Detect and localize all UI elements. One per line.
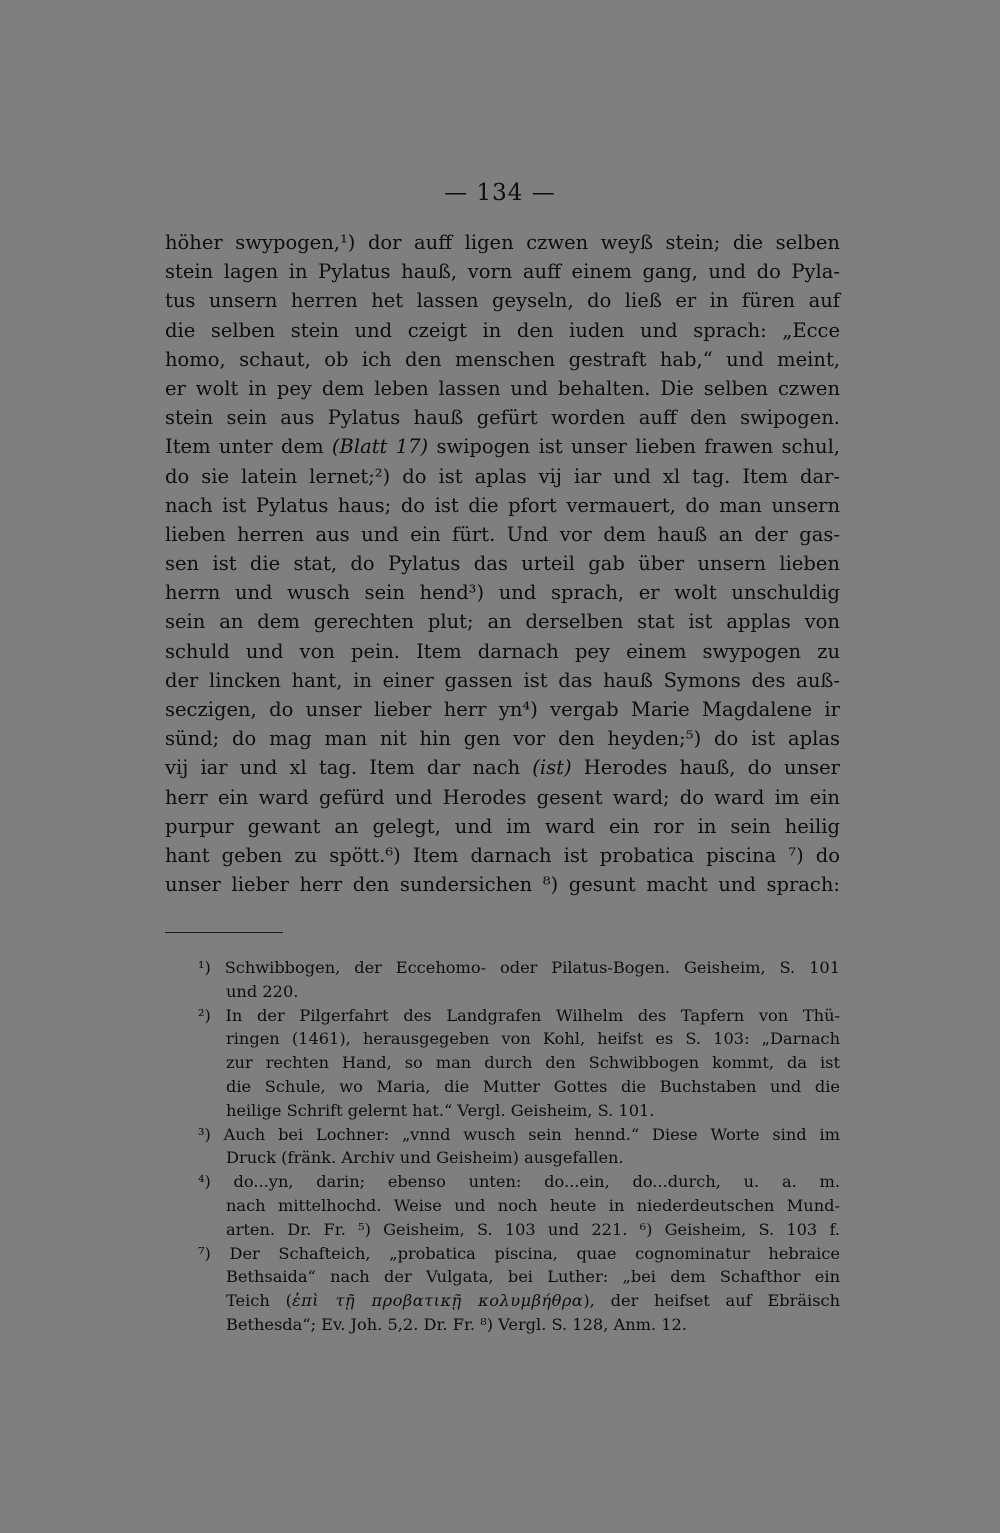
body-line bbox=[165, 637, 840, 666]
body-line-text: nach ist Pylatus haus; do ist die pfort vermauert, do man unsern bbox=[165, 493, 840, 517]
body-line bbox=[165, 549, 840, 578]
body-line bbox=[165, 403, 840, 432]
body-line-text: höher swypogen,¹) dor auff ligen czwen weyß stein; die selben bbox=[165, 231, 840, 254]
body-line-text: hant geben zu spött.⁶) Item darnach ist probatica piscina ⁷) do bbox=[165, 843, 840, 867]
body-line-text: sen ist die stat, do Pylatus das urteil gab über unsern lieben bbox=[165, 552, 840, 576]
footnote-line bbox=[198, 1146, 840, 1170]
body-line-text: Item unter dem bbox=[165, 435, 332, 459]
body-line bbox=[165, 345, 840, 374]
body-line-text: stein sein aus Pylatus hauß gefürt worden auff den swipogen. bbox=[165, 406, 840, 430]
body-line-text: purpur gewant an gelegt, und im ward ein ror in sein heilig bbox=[165, 814, 840, 838]
body-line bbox=[165, 724, 840, 753]
body-line bbox=[165, 432, 840, 461]
footnote-text: ³) Auch bei Lochner: „vnnd wusch sein hennd.“ Diese Worte sind im bbox=[198, 1124, 840, 1144]
footnotes bbox=[198, 956, 840, 1337]
body-line-text: schuld und von pein. Item darnach pey einem swypogen zu bbox=[165, 639, 840, 663]
body-line bbox=[165, 462, 840, 491]
body-line bbox=[165, 578, 840, 607]
footnote-line bbox=[198, 1313, 840, 1337]
body-line bbox=[165, 228, 840, 257]
body-line bbox=[165, 753, 840, 782]
body-line-text: homo, schaut, ob ich den menschen gestraft hab,“ und meint, bbox=[165, 347, 840, 371]
footnote-text: ¹) Schwibbogen, der Eccehomo- oder Pilatus-Bogen. Geisheim, S. 101 bbox=[198, 958, 840, 977]
greek-quotation: ἐπὶ τῇ προβατικῇ κολυμβήθρα bbox=[291, 1291, 584, 1311]
body-line bbox=[165, 841, 840, 870]
footnote-text: ringen (1461), herausgegeben von Kohl, heifst es S. 103: „Darnach bbox=[226, 1029, 840, 1049]
footnote-start bbox=[198, 1242, 840, 1266]
footnote-line bbox=[198, 1099, 840, 1123]
body-line-text: die selben stein und czeigt in den iuden und sprach: „Ecce bbox=[165, 318, 840, 342]
body-line bbox=[165, 783, 840, 812]
footnote-text: Teich ( bbox=[226, 1291, 292, 1311]
footnote-line bbox=[198, 1194, 840, 1218]
footnote-start bbox=[198, 1170, 840, 1194]
body-line-text: herr ein ward gefürd und Herodes gesent ward; do ward im ein bbox=[165, 785, 840, 809]
footnote-line bbox=[198, 1075, 840, 1099]
body-line-text: vij iar und xl tag. Item dar nach bbox=[165, 756, 533, 780]
body-line-text: do sie latein lernet;²) do ist aplas vij iar und xl tag. Item dar- bbox=[165, 464, 840, 488]
footnote-text: Druck (fränk. Archiv und Geisheim) ausgefallen. bbox=[226, 1148, 624, 1168]
footnote-text: und 220. bbox=[226, 981, 299, 1001]
body-line-text: seczigen, do unser lieber herr yn⁴) vergab Marie Magdalene ir bbox=[165, 698, 840, 721]
footnote-text: Bethsaida“ nach der Vulgata, bei Luther: „bei dem Schafthor ein bbox=[226, 1267, 840, 1287]
body-line-text: lieben herren aus und ein fürt. Und vor dem hauß an der gas- bbox=[165, 522, 840, 546]
footnote-text: heilige Schrift gelernt hat.“ Vergl. Geisheim, S. 101. bbox=[226, 1100, 655, 1120]
body-line-text: sein an dem gerechten plut; an derselben stat ist applas von bbox=[165, 610, 840, 634]
body-line bbox=[165, 286, 840, 315]
footnote-text: ⁷) Der Schafteich, „probatica piscina, quae cognominatur hebraice bbox=[198, 1243, 840, 1263]
body-line bbox=[165, 374, 840, 403]
footnote-start bbox=[198, 1004, 840, 1028]
body-line-text: stein lagen in Pylatus hauß, vorn auff einem gang, und do Pyla- bbox=[165, 260, 840, 284]
editorial-insertion: (ist) bbox=[532, 756, 572, 780]
body-line bbox=[165, 607, 840, 636]
body-line-text: der lincken hant, in einer gassen ist das hauß Symons des auß- bbox=[165, 668, 840, 692]
page-number: — 134 — bbox=[444, 180, 556, 206]
body-line-text: unser lieber herr den sundersichen ⁸) gesunt macht und sprach: bbox=[165, 873, 840, 897]
body-line bbox=[165, 695, 840, 724]
body-line bbox=[165, 257, 840, 286]
body-line bbox=[165, 666, 840, 695]
footnote-line bbox=[198, 1289, 840, 1313]
footnote-line bbox=[198, 1218, 840, 1242]
footnote-text: nach mittelhochd. Weise und noch heute in niederdeutschen Mund- bbox=[226, 1195, 840, 1215]
footnote-text: Bethesda“; Ev. Joh. 5,2. Dr. Fr. ⁸) Vergl. S. 128, Anm. 12. bbox=[226, 1314, 687, 1334]
footnote-text: die Schule, wo Maria, die Mutter Gottes die Buchstaben und die bbox=[226, 1076, 840, 1096]
footnote-text: zur rechten Hand, so man durch den Schwibbogen kommt, da ist bbox=[226, 1053, 840, 1073]
body-line bbox=[165, 870, 840, 899]
footnote-line bbox=[198, 1265, 840, 1289]
footnote-line bbox=[198, 980, 840, 1004]
body-line-text: Herodes hauß, do unser bbox=[571, 756, 840, 780]
footnote-text: ⁴) do...yn, darin; ebenso unten: do...ein, do...durch, u. a. m. bbox=[198, 1172, 840, 1192]
footnote-start bbox=[198, 1123, 840, 1147]
footnote-text: ²) In der Pilgerfahrt des Landgrafen Wilhelm des Tapfern von Thü- bbox=[198, 1005, 840, 1025]
body-line-text: herrn und wusch sein hend³) und sprach, er wolt unschuldig bbox=[165, 581, 840, 605]
body-line bbox=[165, 491, 840, 520]
footnote-text: ), der heifset auf Ebräisch bbox=[583, 1291, 840, 1311]
footnote-start bbox=[198, 956, 840, 980]
body-line-text: swipogen ist unser lieben frawen schul, bbox=[428, 435, 841, 459]
footnote-line bbox=[198, 1027, 840, 1051]
body-text bbox=[165, 228, 840, 899]
footnote-line bbox=[198, 1051, 840, 1075]
body-line-text: tus unsern herren het lassen geyseln, do ließ er in füren auf bbox=[165, 289, 840, 313]
editorial-insertion: (Blatt 17) bbox=[331, 435, 429, 459]
body-line bbox=[165, 316, 840, 345]
body-line bbox=[165, 812, 840, 841]
footnote-text: arten. Dr. Fr. ⁵) Geisheim, S. 103 und 221. ⁶) Geisheim, S. 103 f. bbox=[226, 1219, 840, 1239]
body-line-text: sünd; do mag man nit hin gen vor den heyden;⁵) do ist aplas bbox=[165, 727, 840, 751]
footnote-divider bbox=[165, 932, 283, 933]
body-line bbox=[165, 520, 840, 549]
body-line-text: er wolt in pey dem leben lassen und behalten. Die selben czwen bbox=[165, 376, 840, 400]
